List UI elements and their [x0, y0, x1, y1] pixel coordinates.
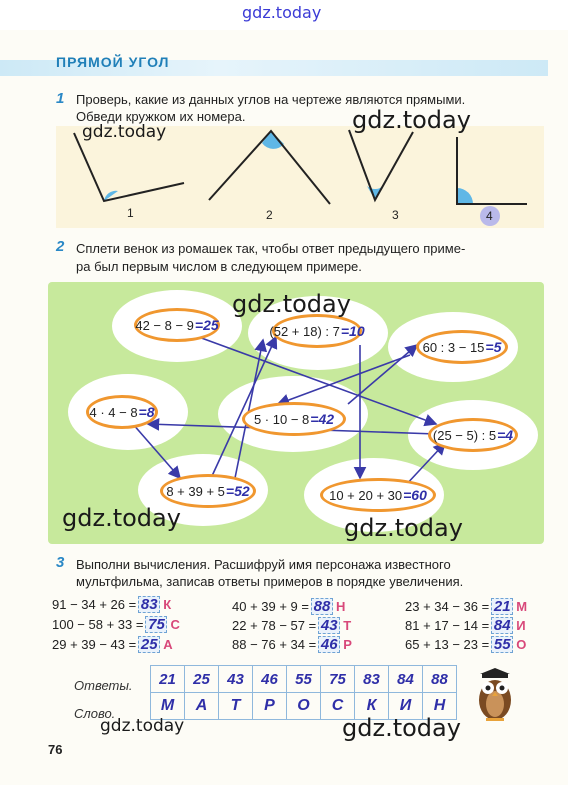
example-expr: 65 + 13 − 23 = — [405, 637, 490, 652]
answer-cell: 84 — [389, 666, 423, 693]
answer-cell: 21 — [151, 666, 185, 693]
page-title: ПРЯМОЙ УГОЛ — [56, 54, 170, 70]
bubble-expr: (52 + 18) : 7 — [269, 323, 340, 339]
task1-number: 1 — [56, 90, 65, 107]
example-expr: 100 − 58 + 33 = — [52, 617, 144, 632]
answer-box: 25 — [138, 636, 160, 653]
bubble-answer: =5 — [485, 339, 502, 355]
answer-cell: 83 — [355, 666, 389, 693]
example-row — [232, 598, 345, 615]
watermark: gdz.today — [232, 290, 351, 318]
wreath-bubble-5 — [242, 402, 346, 436]
answer-box: 43 — [318, 617, 340, 634]
answer-letter: И — [516, 618, 526, 633]
bubble-answer: =52 — [225, 483, 250, 499]
bubble-expr: 4 · 4 − 8 — [89, 404, 138, 420]
example-expr: 23 + 34 − 36 = — [405, 599, 490, 614]
wreath-bubble-2 — [269, 314, 365, 348]
answer-box: 84 — [491, 617, 513, 634]
task2-text-line2: ра был первым числом в следующем примере. — [76, 259, 362, 274]
bubble-expr: 8 + 39 + 5 — [166, 483, 225, 499]
watermark: gdz.today — [62, 504, 181, 532]
answer-letter: М — [516, 599, 528, 614]
bubble-answer: =8 — [138, 404, 155, 420]
watermark: gdz.today — [82, 122, 167, 142]
wreath-bubble-6 — [428, 418, 518, 452]
answer-cell: 46 — [253, 666, 287, 693]
answer-box: 46 — [318, 636, 340, 653]
angle-label-4: 4 — [486, 209, 493, 223]
answer-box: 83 — [138, 596, 160, 613]
answer-letter: К — [163, 597, 172, 612]
task1-text-line2: Обведи кружком их номера. — [76, 109, 246, 124]
answer-letter: О — [516, 637, 527, 652]
example-expr: 81 + 17 − 14 = — [405, 618, 490, 633]
letter-cell: Р — [253, 693, 287, 720]
angle-label-1: 1 — [127, 206, 134, 220]
answer-box: 55 — [491, 636, 513, 653]
task3-text-line2: мультфильма, записав ответы примеров в порядке увеличения. — [76, 574, 464, 589]
letter-cell: С — [321, 693, 355, 720]
bubble-answer: =25 — [194, 317, 219, 333]
answer-box: 88 — [311, 598, 333, 615]
answer-letter: С — [170, 617, 180, 632]
example-row — [52, 596, 171, 613]
example-row — [405, 598, 527, 615]
answer-cell: 55 — [287, 666, 321, 693]
watermark: gdz.today — [100, 716, 185, 736]
example-row — [52, 636, 173, 653]
letter-cell: А — [185, 693, 219, 720]
answers-row — [151, 666, 457, 693]
angle-label-2: 2 — [266, 208, 273, 222]
answer-box: 75 — [145, 616, 167, 633]
angle-label-3: 3 — [392, 208, 399, 222]
wreath-bubble-8 — [320, 478, 436, 512]
bubble-expr: 5 · 10 − 8 — [253, 411, 310, 427]
example-row — [52, 616, 180, 633]
task2-number: 2 — [56, 238, 65, 255]
bubble-expr: 42 − 8 − 9 — [135, 317, 194, 333]
example-row — [232, 617, 351, 634]
bubble-expr: (25 − 5) : 5 — [432, 427, 497, 443]
example-row — [232, 636, 352, 653]
watermark: gdz.today — [344, 514, 463, 542]
watermark-top: gdz.today — [242, 3, 322, 22]
task2-text-line1: Сплети венок из ромашек так, чтобы ответ предыдущего приме- — [76, 241, 466, 256]
answers-table — [150, 665, 457, 720]
letter-cell: М — [151, 693, 185, 720]
bubble-answer: =4 — [497, 427, 514, 443]
answers-label: Ответы. — [74, 678, 133, 693]
bubble-expr: 60 : 3 − 15 — [422, 339, 485, 355]
answer-cell: 75 — [321, 666, 355, 693]
task3-number: 3 — [56, 554, 65, 571]
answer-letter: Н — [335, 599, 346, 614]
answer-cell: 88 — [423, 666, 457, 693]
example-expr: 22 + 78 − 57 = — [232, 618, 317, 633]
watermark: gdz.today — [352, 106, 471, 134]
example-expr: 88 − 76 + 34 = — [232, 637, 317, 652]
bubble-answer: =60 — [403, 487, 427, 503]
answer-cell: 25 — [185, 666, 219, 693]
word-label: Слово. — [74, 706, 116, 721]
letter-cell: И — [389, 693, 423, 720]
letter-cell: О — [287, 693, 321, 720]
answer-cell: 43 — [219, 666, 253, 693]
owl-icon — [470, 664, 520, 724]
wreath-bubble-3 — [416, 330, 508, 364]
answer-letter: Р — [343, 637, 352, 652]
answer-box: 21 — [491, 598, 513, 615]
bubble-answer: =42 — [310, 411, 335, 427]
letter-cell: К — [355, 693, 389, 720]
example-expr: 91 − 34 + 26 = — [52, 597, 137, 612]
example-expr: 29 + 39 − 43 = — [52, 637, 137, 652]
wreath-bubble-1 — [134, 308, 220, 342]
wreath-bubble-4 — [86, 395, 158, 429]
task1-text-line1: Проверь, какие из данных углов на чертеже являются прямыми. — [76, 92, 466, 107]
letter-cell: Н — [423, 693, 457, 720]
example-row — [405, 617, 526, 634]
answer-letter: А — [163, 637, 173, 652]
task3-text-line1: Выполни вычисления. Расшифруй имя персонажа известного — [76, 557, 451, 572]
watermark: gdz.today — [342, 714, 461, 742]
example-expr: 40 + 39 + 9 = — [232, 599, 309, 614]
bubble-answer: =10 — [340, 323, 365, 339]
example-row — [405, 636, 526, 653]
page-number: 76 — [48, 742, 63, 757]
bubble-expr: 10 + 20 + 30 — [329, 487, 403, 503]
wreath-bubble-7 — [160, 474, 256, 508]
answer-letter: Т — [343, 618, 352, 633]
letter-cell: Т — [219, 693, 253, 720]
